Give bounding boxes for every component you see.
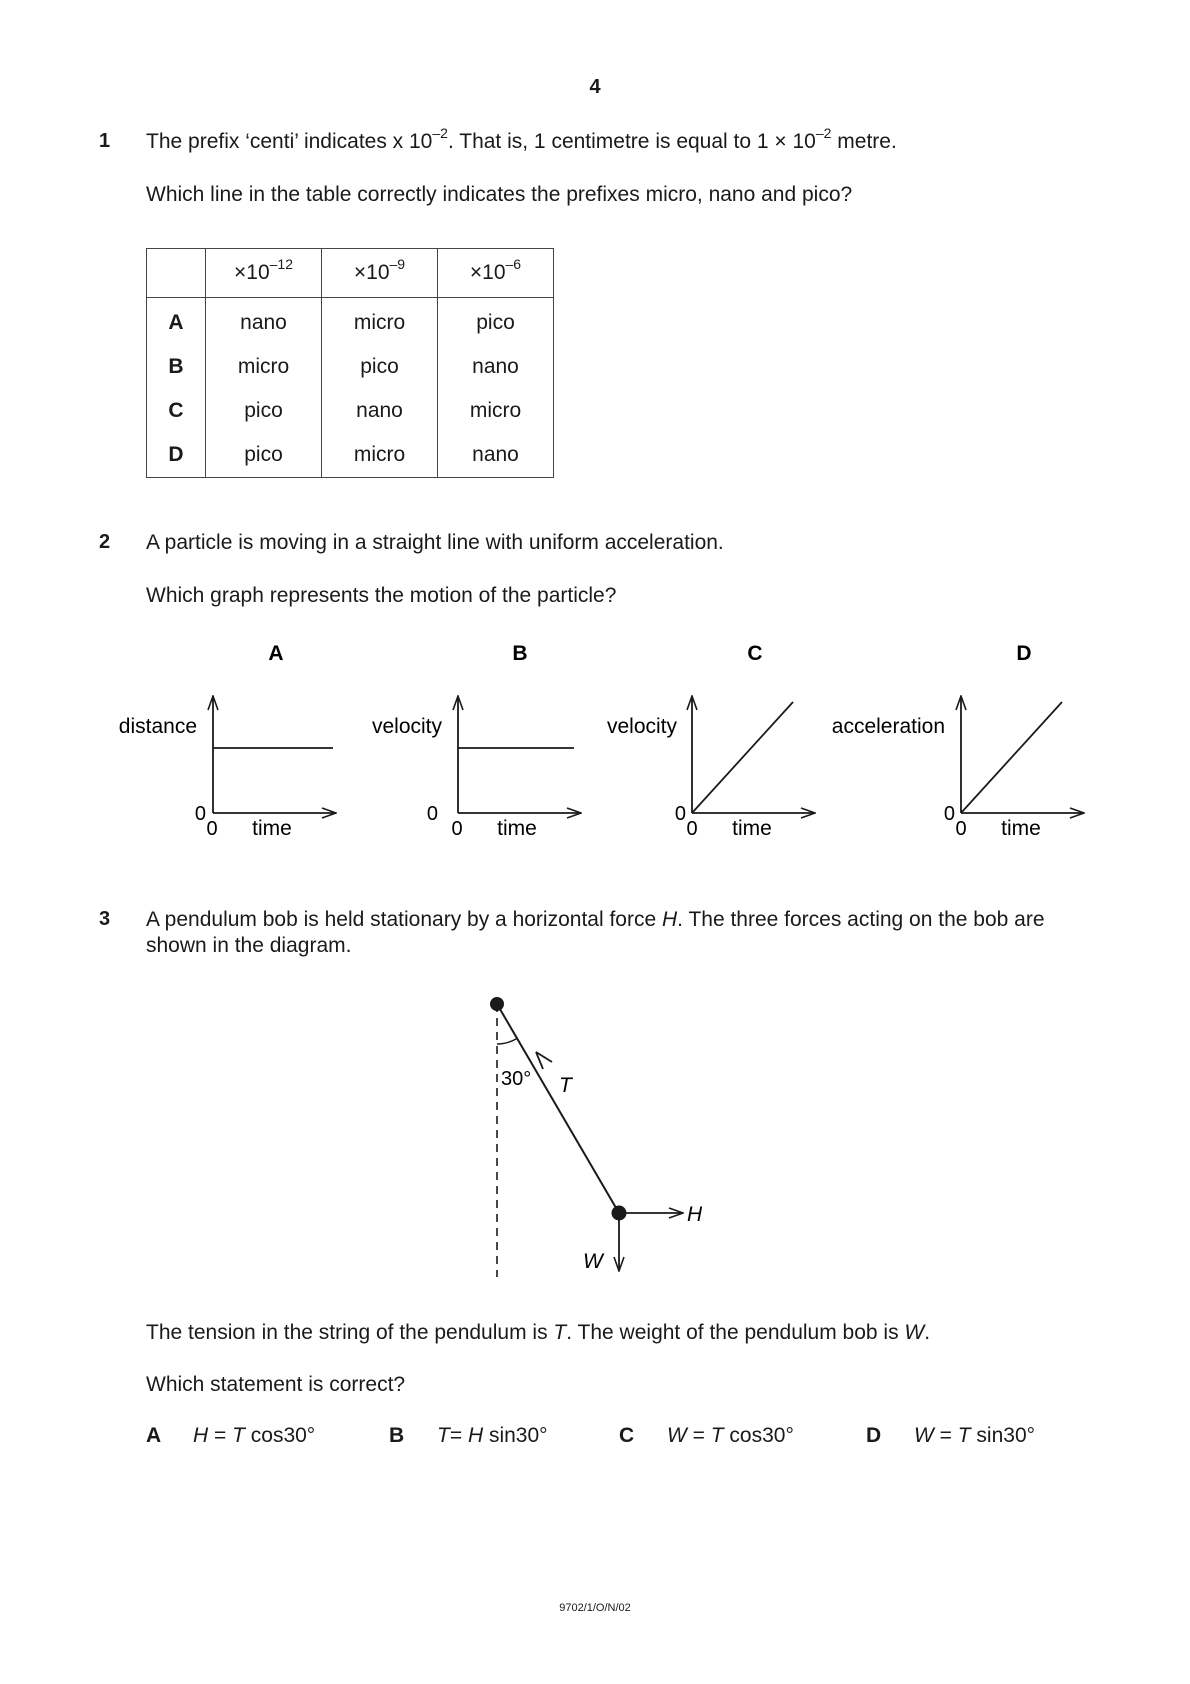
graph-xlabel: time xyxy=(732,817,772,840)
row-label: C xyxy=(147,389,206,433)
table-header-cell: $\times 10^{-12}$ xyxy=(206,249,322,298)
option-d xyxy=(866,1424,881,1448)
q3-text-c: shown in the diagram. xyxy=(146,934,352,957)
graph-b xyxy=(372,642,581,840)
table-cell: nano xyxy=(322,389,438,433)
graph-letter: B xyxy=(512,642,528,665)
table-cell: micro xyxy=(322,298,438,346)
table-header-cell: $\times 10^{-9}$ xyxy=(322,249,438,298)
q3-var-h: H xyxy=(661,908,678,931)
angle-label: 30° xyxy=(501,1068,532,1090)
question-1-number: 1 xyxy=(99,130,111,152)
q1-text-a: The prefix ‘centi’ indicates x 10 xyxy=(146,130,433,153)
graph-d xyxy=(832,642,1084,840)
row-label: A xyxy=(147,298,206,346)
option-a-text: H = T cos30° xyxy=(193,1424,316,1447)
row-label: D xyxy=(147,433,206,478)
origin-y-label: 0 xyxy=(674,803,686,825)
table-cell: pico xyxy=(322,345,438,389)
table-row xyxy=(147,433,554,478)
table-row xyxy=(147,389,554,433)
question-1-prompt: Which line in the table correctly indicates the prefixes micro, nano and pico? xyxy=(146,183,853,206)
table-cell: nano xyxy=(438,345,554,389)
tension-arrow-icon xyxy=(536,1052,552,1069)
q3-info-a: The tension in the string of the pendulum is xyxy=(146,1321,554,1344)
weight-label: W xyxy=(583,1250,603,1273)
pivot-point xyxy=(490,997,504,1011)
angle-arc xyxy=(497,1039,517,1045)
table-row xyxy=(147,345,554,389)
tension-label: T xyxy=(559,1074,572,1097)
question-3-statement xyxy=(146,907,1126,959)
origin-y-label: 0 xyxy=(194,803,206,825)
graph-c xyxy=(607,642,815,840)
table-cell: micro xyxy=(206,345,322,389)
option-a xyxy=(146,1424,161,1448)
table-corner-cell xyxy=(147,249,206,298)
graph-ylabel: acceleration xyxy=(831,715,945,738)
question-3-number: 3 xyxy=(99,908,111,930)
q3-info-w: W xyxy=(904,1321,925,1344)
option-letter: A xyxy=(146,1424,162,1447)
table-row xyxy=(147,298,554,346)
question-2-number: 2 xyxy=(99,531,111,553)
graph-line xyxy=(961,702,1062,813)
graph-letter: A xyxy=(268,642,284,665)
graph-xlabel: time xyxy=(1001,817,1041,840)
origin-y-label: 0 xyxy=(426,803,438,825)
graph-xlabel: time xyxy=(252,817,292,840)
q1-text-b: . That is, 1 centimetre is equal to 1 × 10 xyxy=(447,130,816,153)
option-c-text: W = T cos30° xyxy=(667,1424,794,1447)
pendulum-diagram xyxy=(0,980,1190,1280)
table-cell: nano xyxy=(438,433,554,478)
question-3-info xyxy=(146,1320,930,1346)
q3-text-b: . The three forces acting on the bob are xyxy=(677,908,1045,931)
page-number: 4 xyxy=(589,76,601,98)
question-3-prompt: Which statement is correct? xyxy=(146,1373,406,1396)
q3-text-a: A pendulum bob is held stationary by a horizontal force xyxy=(146,908,662,931)
table-cell: pico xyxy=(206,389,322,433)
origin-x-label: 0 xyxy=(955,818,967,840)
option-letter: D xyxy=(866,1424,882,1447)
graph-a xyxy=(119,642,336,840)
option-letter: B xyxy=(389,1424,405,1447)
q1-exp-1: –2 xyxy=(432,125,448,141)
table-cell: micro xyxy=(438,389,554,433)
graph-ylabel: distance xyxy=(118,715,197,738)
pendulum-string xyxy=(497,1004,619,1213)
prefix-table xyxy=(146,248,554,478)
table-cell: nano xyxy=(206,298,322,346)
origin-x-label: 0 xyxy=(206,818,218,840)
table-header-row xyxy=(147,249,554,298)
option-letter: C xyxy=(619,1424,635,1447)
graph-ylabel: velocity xyxy=(371,715,442,738)
table-header-cell: $\times 10^{-6}$ xyxy=(438,249,554,298)
question-1-statement xyxy=(146,125,897,155)
graph-xlabel: time xyxy=(497,817,537,840)
q1-exp-2: –2 xyxy=(815,125,832,141)
origin-y-label: 0 xyxy=(943,803,955,825)
origin-x-label: 0 xyxy=(686,818,698,840)
table-cell: micro xyxy=(322,433,438,478)
question-2-prompt: Which graph represents the motion of the particle? xyxy=(146,584,617,607)
graph-letter: D xyxy=(1016,642,1032,665)
table-cell: pico xyxy=(206,433,322,478)
horizontal-force-label: H xyxy=(687,1203,703,1226)
q3-info-c: . xyxy=(924,1321,931,1344)
question-2-statement: A particle is moving in a straight line with uniform acceleration. xyxy=(146,531,724,554)
graph-letter: C xyxy=(747,642,763,665)
option-c xyxy=(619,1424,634,1448)
option-b xyxy=(389,1424,404,1448)
table-cell: pico xyxy=(438,298,554,346)
q1-text-c: metre. xyxy=(831,130,897,153)
row-label: B xyxy=(147,345,206,389)
origin-x-label: 0 xyxy=(451,818,463,840)
graph-ylabel: velocity xyxy=(606,715,677,738)
graph-line xyxy=(692,702,793,813)
option-b-text: T= H sin30° xyxy=(437,1424,548,1447)
motion-graphs xyxy=(0,630,1190,850)
paper-reference: 9702/1/O/N/02 xyxy=(559,1602,631,1614)
option-d-text: W = T sin30° xyxy=(914,1424,1036,1447)
q3-info-b: . The weight of the pendulum bob is xyxy=(566,1321,905,1344)
q3-info-t: T xyxy=(553,1321,567,1344)
